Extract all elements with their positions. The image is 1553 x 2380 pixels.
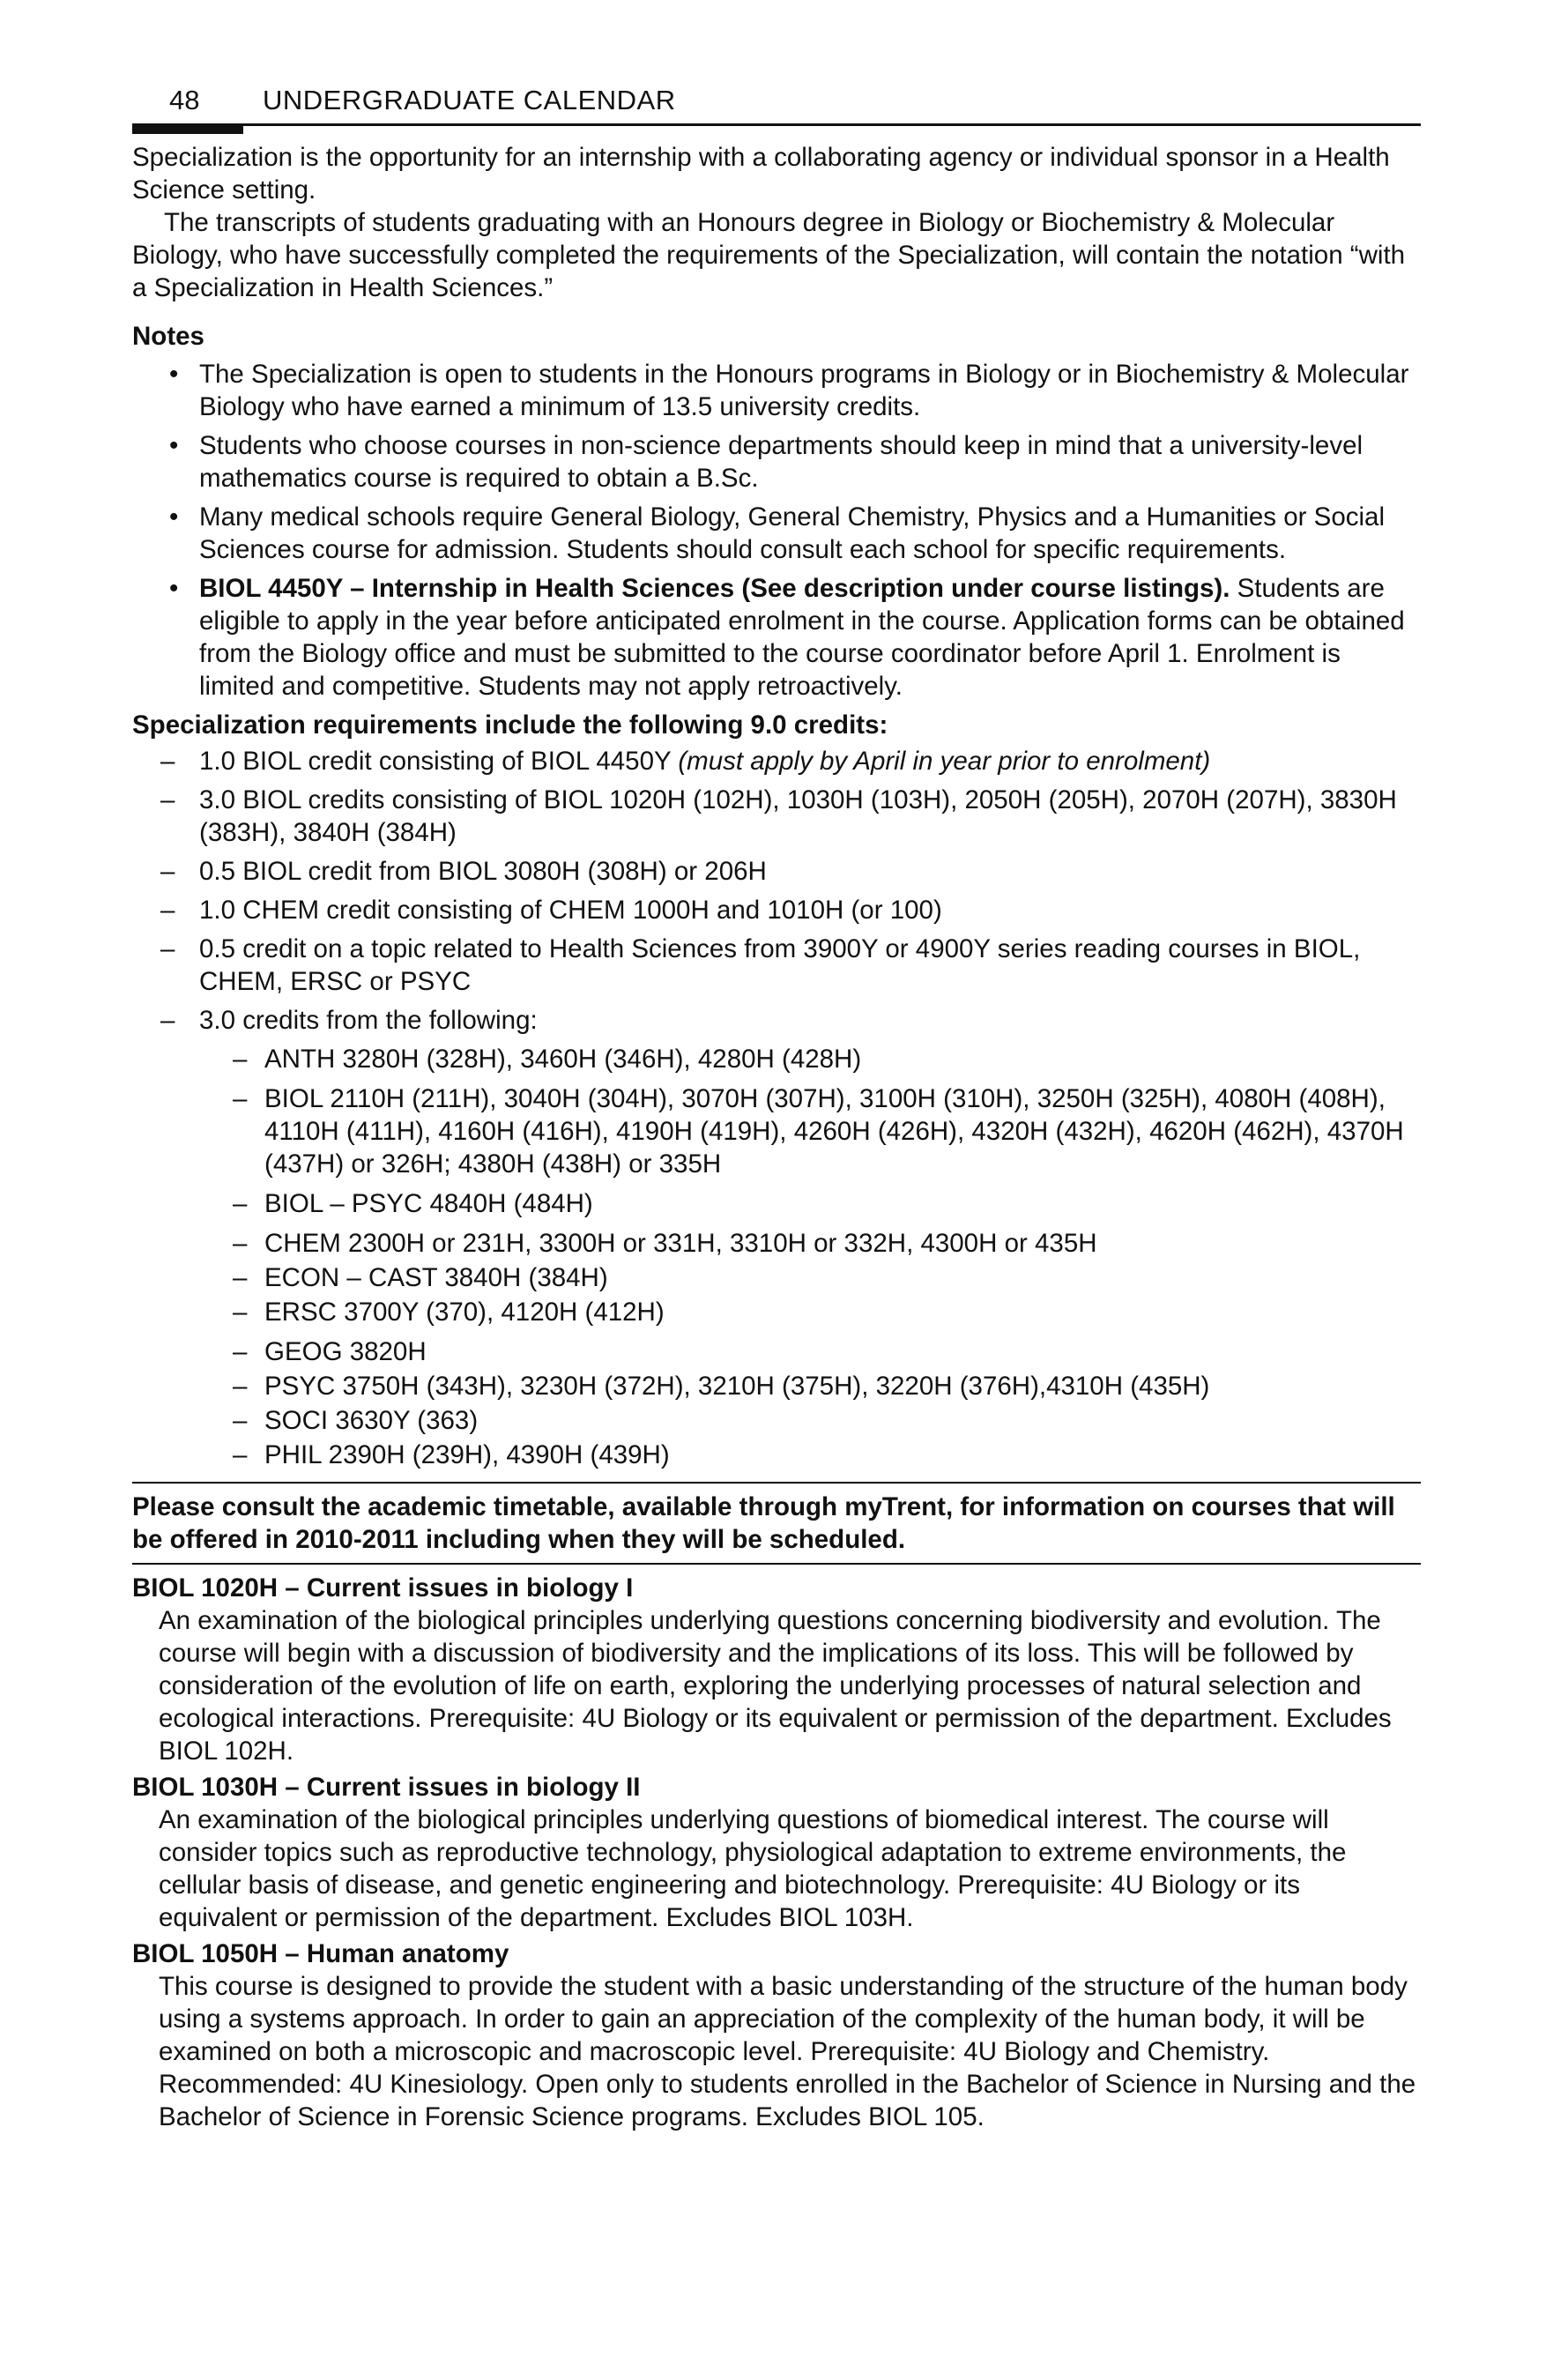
internship-course-title: BIOL 4450Y – Internship in Health Sciences (See description under course listings).	[199, 574, 1230, 603]
page-body	[132, 141, 1421, 2133]
course-entry	[132, 1771, 1421, 1934]
intro-paragraph-2: The transcripts of students graduating with an Honours degree in Biology or Biochemistry & Molecular Biology, who have successfully completed the requirements of the Specialization, will contain the notation “with a Specialization in Health Sciences.”	[132, 208, 1406, 302]
requirements-heading: Specialization requirements include the following 9.0 credits:	[132, 710, 888, 740]
course-title: BIOL 1030H – Current issues in biology II	[132, 1773, 641, 1802]
note-item: • Students who choose courses in non-science departments should keep in mind that a university-level mathematics course is required to obtain a B.Sc.	[132, 429, 1421, 495]
elective-item: – CHEM 2300H or 231H, 3300H or 331H, 3310H or 332H, 4300H or 435H	[132, 1227, 1421, 1260]
elective-item: – ANTH 3280H (328H), 3460H (346H), 4280H (428H)	[132, 1043, 1421, 1075]
elective-item: – ERSC 3700Y (370), 4120H (412H)	[132, 1296, 1421, 1328]
note-item: • Many medical schools require General Biology, General Chemistry, Physics and a Humanities or Social Sciences course for admission. Students should consult each school for specific requirements.	[132, 501, 1421, 566]
requirement-item: – 1.0 CHEM credit consisting of CHEM 1000H and 1010H (or 100)	[132, 894, 1421, 926]
requirement-note: (must apply by April in year prior to enrolment)	[678, 747, 1211, 776]
notes-list	[132, 358, 1421, 703]
timetable-notice: Please consult the academic timetable, available through myTrent, for information on courses that will be offered in 2010-2011 including when they will be scheduled.	[132, 1492, 1395, 1554]
elective-item: – BIOL – PSYC 4840H (484H)	[132, 1187, 1421, 1220]
course-title: BIOL 1050H – Human anatomy	[132, 1939, 509, 1968]
elective-item: – BIOL 2110H (211H), 3040H (304H), 3070H (307H), 3100H (310H), 3250H (325H), 4080H (408H), 4110H (411H), 4160H (416H), 4190H (419H), 4260H (426H), 4320H (432H), 4620H (462H), 4370H (437H) or 326H; 4380H (438H) or 335H	[132, 1082, 1421, 1180]
course-description: An examination of the biological principles underlying questions concerning biodiversity and evolution. The course will begin with a discussion of biodiversity and the implications of its loss. This will be followed by consideration of the evolution of life on earth, exploring the underlying processes of natural selection and ecological interactions. Prerequisite: 4U Biology or its equivalent or permission of the department. Excludes BIOL 102H.	[159, 1606, 1392, 1766]
elective-item: – GEOG 3820H	[132, 1335, 1421, 1368]
requirements-list	[132, 745, 1421, 1037]
notes-heading: Notes	[132, 322, 204, 351]
running-title: UNDERGRADUATE CALENDAR	[263, 85, 676, 115]
section-divider	[132, 1482, 1421, 1484]
header-rule	[132, 123, 1421, 126]
course-description: An examination of the biological principles underlying questions of biomedical interest. The course will consider topics such as reproductive technology, physiological adaptation to extreme environments, the cellular basis of disease, and genetic engineering and biotechnology. Prerequisite: 4U Biology or its equivalent or permission of the department. Excludes BIOL 103H.	[159, 1805, 1347, 1932]
requirement-text: 1.0 BIOL credit consisting of BIOL 4450Y	[199, 747, 679, 776]
elective-item: – PHIL 2390H (239H), 4390H (439H)	[132, 1439, 1421, 1471]
requirement-item	[132, 745, 1421, 777]
course-title: BIOL 1020H – Current issues in biology I	[132, 1573, 634, 1603]
note-item-internship	[132, 572, 1421, 703]
internship-details: Students are eligible to apply in the year before anticipated enrolment in the course. Application forms can be obtained from the Biology office and must be submitted to the course coordinator before April 1. Enrolment is limited and competitive. Students may not apply retroactively.	[199, 574, 1405, 701]
requirement-item: – 3.0 BIOL credits consisting of BIOL 1020H (102H), 1030H (103H), 2050H (205H), 2070H (207H), 3830H (383H), 3840H (384H)	[132, 784, 1421, 849]
elective-item: – ECON – CAST 3840H (384H)	[132, 1261, 1421, 1294]
intro-paragraph: Specialization is the opportunity for an internship with a collaborating agency or individual sponsor in a Health Science setting.	[132, 143, 1390, 205]
elective-item: – SOCI 3630Y (363)	[132, 1404, 1421, 1437]
page-number: 48	[169, 85, 200, 115]
elective-list	[132, 1043, 1421, 1471]
course-entry	[132, 1572, 1421, 1767]
requirement-item: – 0.5 credit on a topic related to Health Sciences from 3900Y or 4900Y series reading courses in BIOL, CHEM, ERSC or PSYC	[132, 933, 1421, 998]
course-entry	[132, 1937, 1421, 2133]
calendar-page	[132, 78, 1421, 2133]
requirement-item: – 0.5 BIOL credit from BIOL 3080H (308H) or 206H	[132, 855, 1421, 888]
note-item: • The Specialization is open to students in the Honours programs in Biology or in Biochemistry & Molecular Biology who have earned a minimum of 13.5 university credits.	[132, 358, 1421, 423]
requirement-item	[132, 1004, 1421, 1037]
course-description: This course is designed to provide the student with a basic understanding of the structure of the human body using a systems approach. In order to gain an appreciation of the complexity of the human body, it will be examined on both a microscopic and macroscopic level. Prerequisite: 4U Biology and Chemistry. Recommended: 4U Kinesiology. Open only to students enrolled in the Bachelor of Science in Nursing and the Bachelor of Science in Forensic Science programs. Excludes BIOL 105.	[159, 1972, 1416, 2131]
page-header	[132, 78, 1421, 129]
elective-item: – PSYC 3750H (343H), 3230H (372H), 3210H (375H), 3220H (376H),4310H (435H)	[132, 1370, 1421, 1402]
section-divider	[132, 1563, 1421, 1565]
requirement-text: 3.0 credits from the following:	[199, 1006, 538, 1035]
header-tab-bar	[132, 123, 243, 134]
